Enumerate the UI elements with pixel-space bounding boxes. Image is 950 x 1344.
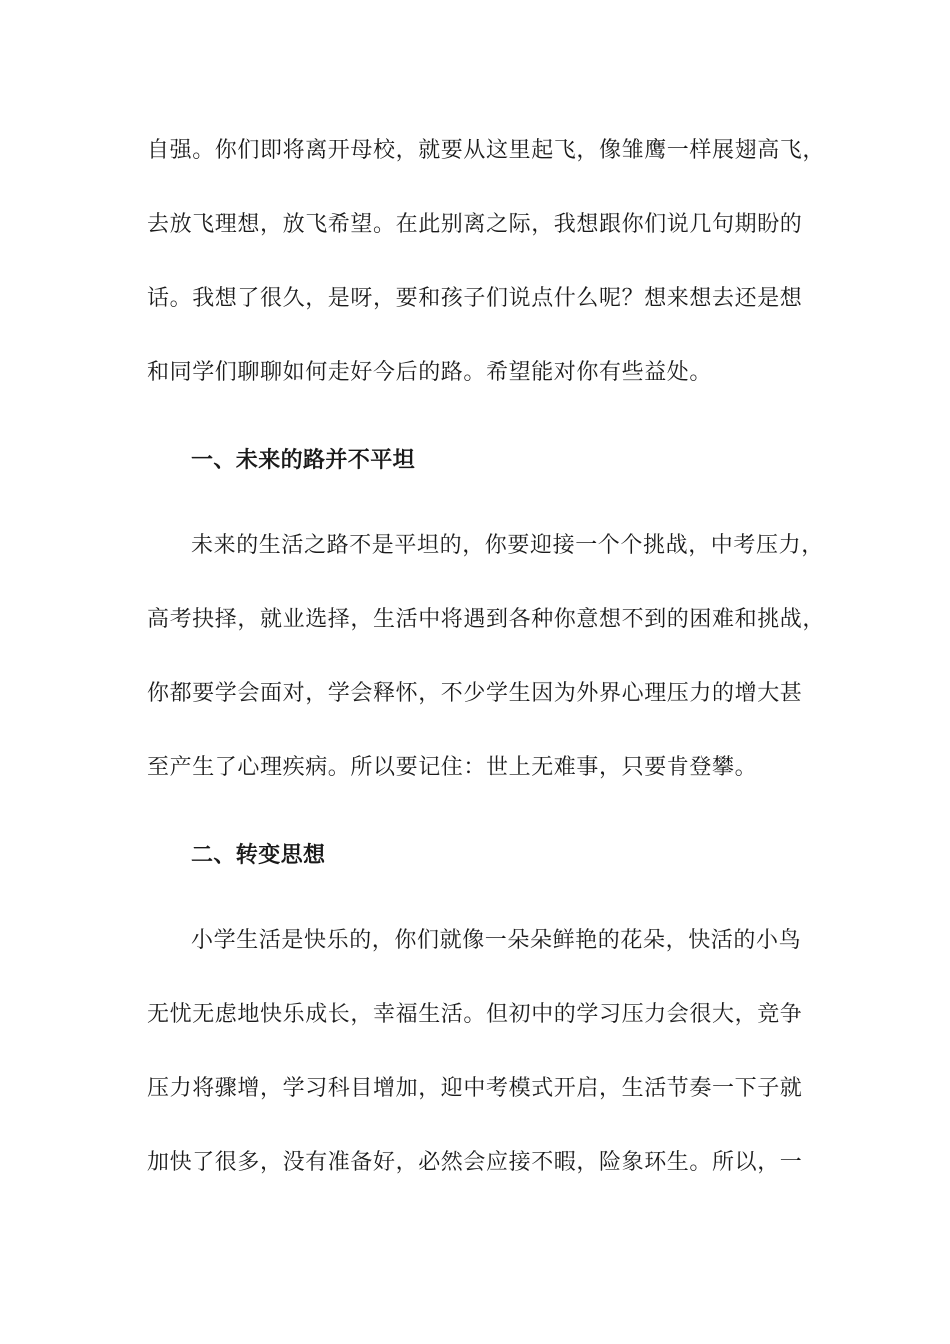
section-heading-1: 一、未来的路并不平坦 [191, 448, 416, 473]
paragraph-line: 高考抉择，就业选择，生活中将遇到各种你意想不到的困难和挑战， [147, 607, 826, 632]
paragraph-line: 未来的生活之路不是平坦的，你要迎接一个个挑战，中考压力， [191, 533, 824, 558]
paragraph-line: 和同学们聊聊如何走好今后的路。希望能对你有些益处。 [147, 360, 713, 385]
paragraph-line: 你都要学会面对，学会释怀，不少学生因为外界心理压力的增大甚 [147, 681, 803, 706]
paragraph-line: 压力将骤增，学习科目增加，迎中考模式开启，生活节奏一下子就 [147, 1076, 803, 1101]
paragraph-line: 至产生了心理疾病。所以要记住：世上无难事，只要肯登攀。 [147, 755, 758, 780]
paragraph-line: 话。我想了很久，是呀，要和孩子们说点什么呢？想来想去还是想 [147, 286, 803, 311]
paragraph-line: 去放飞理想，放飞希望。在此别离之际，我想跟你们说几句期盼的 [147, 212, 803, 237]
paragraph-line: 小学生活是快乐的，你们就像一朵朵鲜艳的花朵，快活的小鸟 [191, 928, 802, 953]
paragraph-line: 加快了很多，没有准备好，必然会应接不暇，险象环生。所以，一 [147, 1150, 803, 1175]
paragraph-line: 无忧无虑地快乐成长，幸福生活。但初中的学习压力会很大，竞争 [147, 1002, 803, 1027]
paragraph-line: 自强。你们即将离开母校，就要从这里起飞，像雏鹰一样展翅高飞， [147, 138, 826, 163]
section-heading-2: 二、转变思想 [191, 843, 326, 868]
